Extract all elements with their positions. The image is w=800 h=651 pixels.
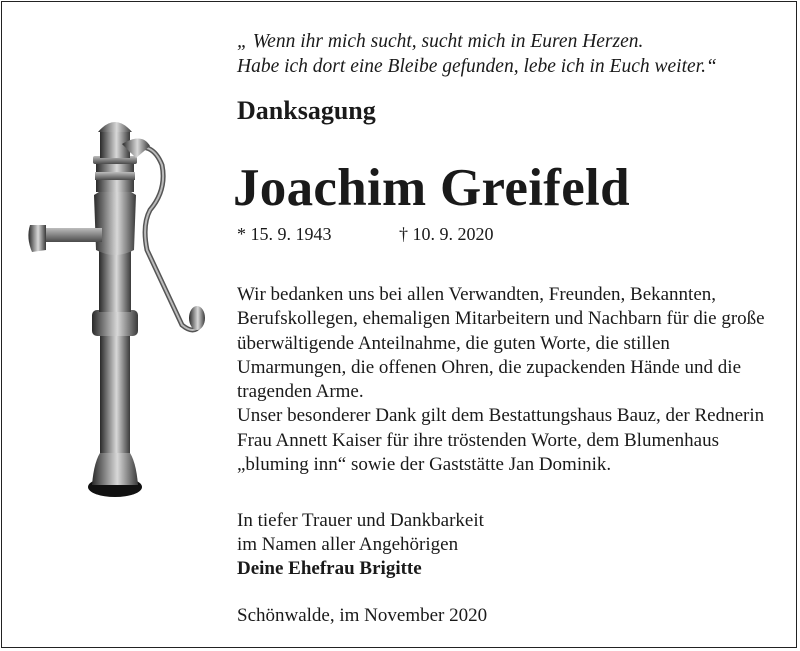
closing-line-1: In tiefer Trauer und Dankbarkeit	[237, 510, 484, 531]
quote-line-2: Habe ich dort eine Bleibe gefunden, lebe ich in Euch weiter.“	[237, 56, 717, 77]
notice-heading: Danksagung	[237, 96, 376, 125]
thanks-paragraph-2: Unser besonderer Dank gilt dem Bestattungshaus Bauz, der Rednerin Frau Annett Kaiser für ihre tröstenden Worte, dem Blumenhaus „bluming inn“ sowie der Gaststätte Jan Dominik.	[237, 405, 765, 476]
memorial-quote	[237, 29, 777, 79]
closing-block	[237, 509, 757, 581]
signature: Deine Ehefrau Brigitte	[237, 558, 422, 579]
quote-line-1: „ Wenn ihr mich sucht, sucht mich in Euren Herzen.	[237, 31, 644, 52]
thanks-text	[237, 283, 782, 477]
place-and-date: Schönwalde, im November 2020	[237, 605, 488, 626]
water-pump-icon	[22, 110, 222, 510]
birth-date: * 15. 9. 1943	[237, 224, 332, 244]
life-dates	[237, 224, 494, 245]
deceased-name: Joachim Greifeld	[233, 159, 630, 217]
closing-line-2: im Namen aller Angehörigen	[237, 534, 459, 555]
death-date: † 10. 9. 2020	[399, 224, 494, 244]
thanks-paragraph-1: Wir bedanken uns bei allen Verwandten, Freunden, Bekannten, Berufskollegen, ehemaligen Mitarbeitern und Nachbarn für die große überwältigende Anteilnahme, die guten Worte, die stillen Umarmungen, die offenen Ohren, die zupackenden Hände und die tragenden Arme.	[237, 284, 765, 403]
